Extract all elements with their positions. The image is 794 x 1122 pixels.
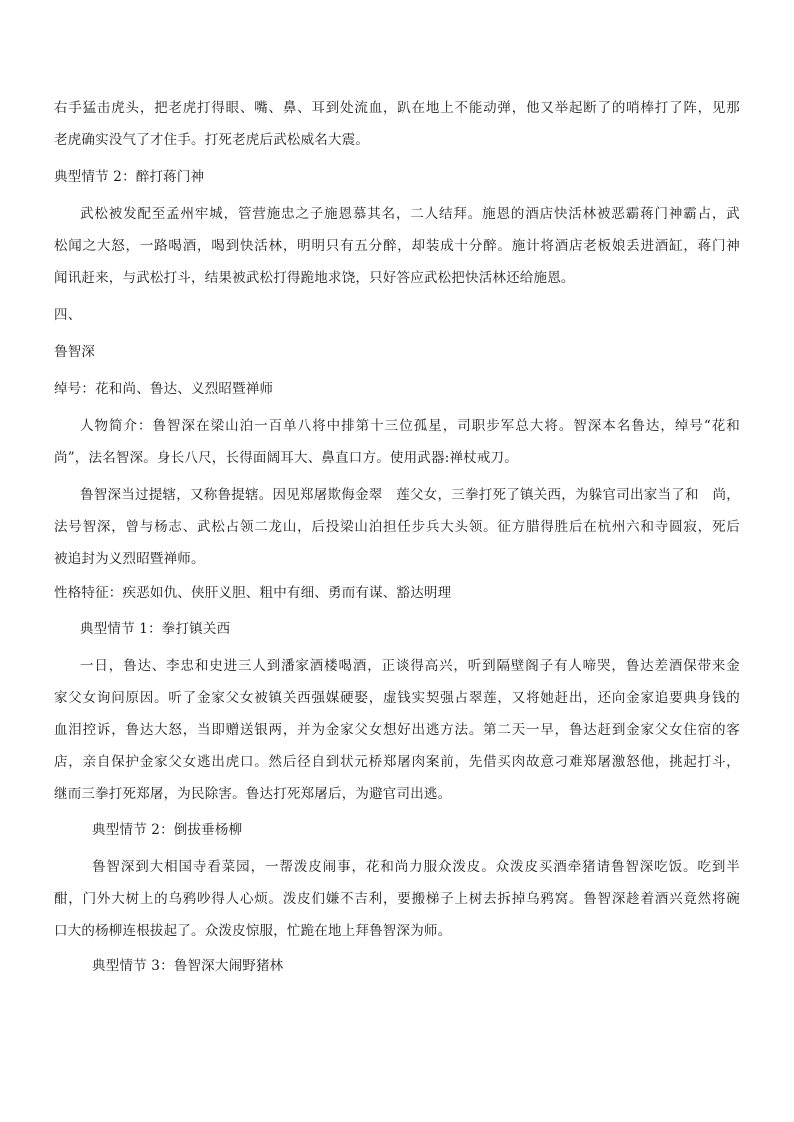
text-line: 法号智深，曾与杨志、武松占领二龙山，后投梁山泊担任步兵大头领。征方腊得胜后在杭州六和寺圆寂，死后 (54, 519, 740, 535)
text-line: 武松被发配至孟州牢城，管营施忠之子施恩慕其名，二人结拜。施恩的酒店快活林被恶霸蒋门神霸占，武 (80, 206, 740, 222)
text-line: 血泪控诉，鲁达大怒，当即赠送银两，并为金家父女想好出逃方法。第二天一早，鲁达赶到金家父女住宿的客 (54, 722, 740, 738)
section-number: 四、 (54, 307, 82, 323)
text-line: 被追封为义烈昭暨禅师。 (54, 551, 205, 567)
text-line: 右手猛击虎头，把老虎打得眼、嘴、鼻、耳到处流血，趴在地上不能动弹，他又举起断了的哨棒打了阵，见那 (54, 100, 740, 116)
traits-line: 性格特征：疾恶如仇、侠肝义胆、粗中有细、勇而有谋、豁达明理 (54, 585, 452, 601)
text-line: 酣，门外大树上的乌鸦吵得人心烦。泼皮们嫌不吉利，要搬梯子上树去拆掉乌鸦窝。鲁智深趁着酒兴竟然将碗 (54, 891, 740, 907)
text-line: 鲁智深到大相国寺看菜园，一帮泼皮闹事，花和尚力服众泼皮。众泼皮买酒牵猪请鲁智深吃饭。吃到半 (92, 859, 740, 875)
section-heading: 典型情节 1：拳打镇关西 (80, 621, 231, 637)
nickname-line: 绰号：花和尚、鲁达、义烈昭暨禅师 (54, 381, 274, 397)
text-line: 老虎确实没气了才住手。打死老虎后武松威名大震。 (54, 132, 370, 148)
character-name: 鲁智深 (54, 344, 96, 360)
text-line: 闻讯赶来，与武松打斗，结果被武松打得跪地求饶，只好答应武松把快活林还给施恩。 (54, 270, 575, 286)
text-line: 松闻之大怒，一路喝酒，喝到快活林，明明只有五分醉，却装成十分醉。施计将酒店老板娘丢进酒缸，蒋门神 (54, 238, 740, 254)
text-line: 一日，鲁达、李忠和史进三人到潘家酒楼喝酒，正谈得高兴，听到隔壁阁子有人啼哭，鲁达差酒保带来金 (80, 658, 740, 674)
text-line: 鲁智深当过提辖，又称鲁提辖。因见郑屠欺侮金翠 莲父女，三拳打死了镇关西，为躲官司出家当了和 尚， (80, 487, 740, 503)
section-heading: 典型情节 2：醉打蒋门神 (54, 169, 205, 185)
text-line: 家父女询问原因。听了金家父女被镇关西强媒硬娶，虚钱实契强占翠莲，又将她赶出，还向金家追要典身钱的 (54, 690, 740, 706)
section-heading: 典型情节 3：鲁智深大闹野猪林 (92, 958, 284, 974)
text-line: 人物简介：鲁智深在梁山泊一百单八将中排第十三位孤星，司职步军总大将。智深本名鲁达，绰号“花和 (80, 418, 740, 434)
section-heading: 典型情节 2：倒拔垂杨柳 (92, 822, 243, 838)
text-line: 继而三拳打死郑屠，为民除害。鲁达打死郑屠后，为避官司出逃。 (54, 786, 452, 802)
text-line: 尚”，法名智深。身长八尺，长得面阔耳大、鼻直口方。使用武器:禅杖戒刀。 (54, 450, 518, 466)
text-line: 店，亲自保护金家父女逃出虎口。然后径自到状元桥郑屠肉案前，先借买肉故意刁难郑屠激怒他，挑起打斗， (54, 754, 740, 770)
text-line: 口大的杨柳连根拔起了。众泼皮惊服，忙跪在地上拜鲁智深为师。 (54, 923, 452, 939)
